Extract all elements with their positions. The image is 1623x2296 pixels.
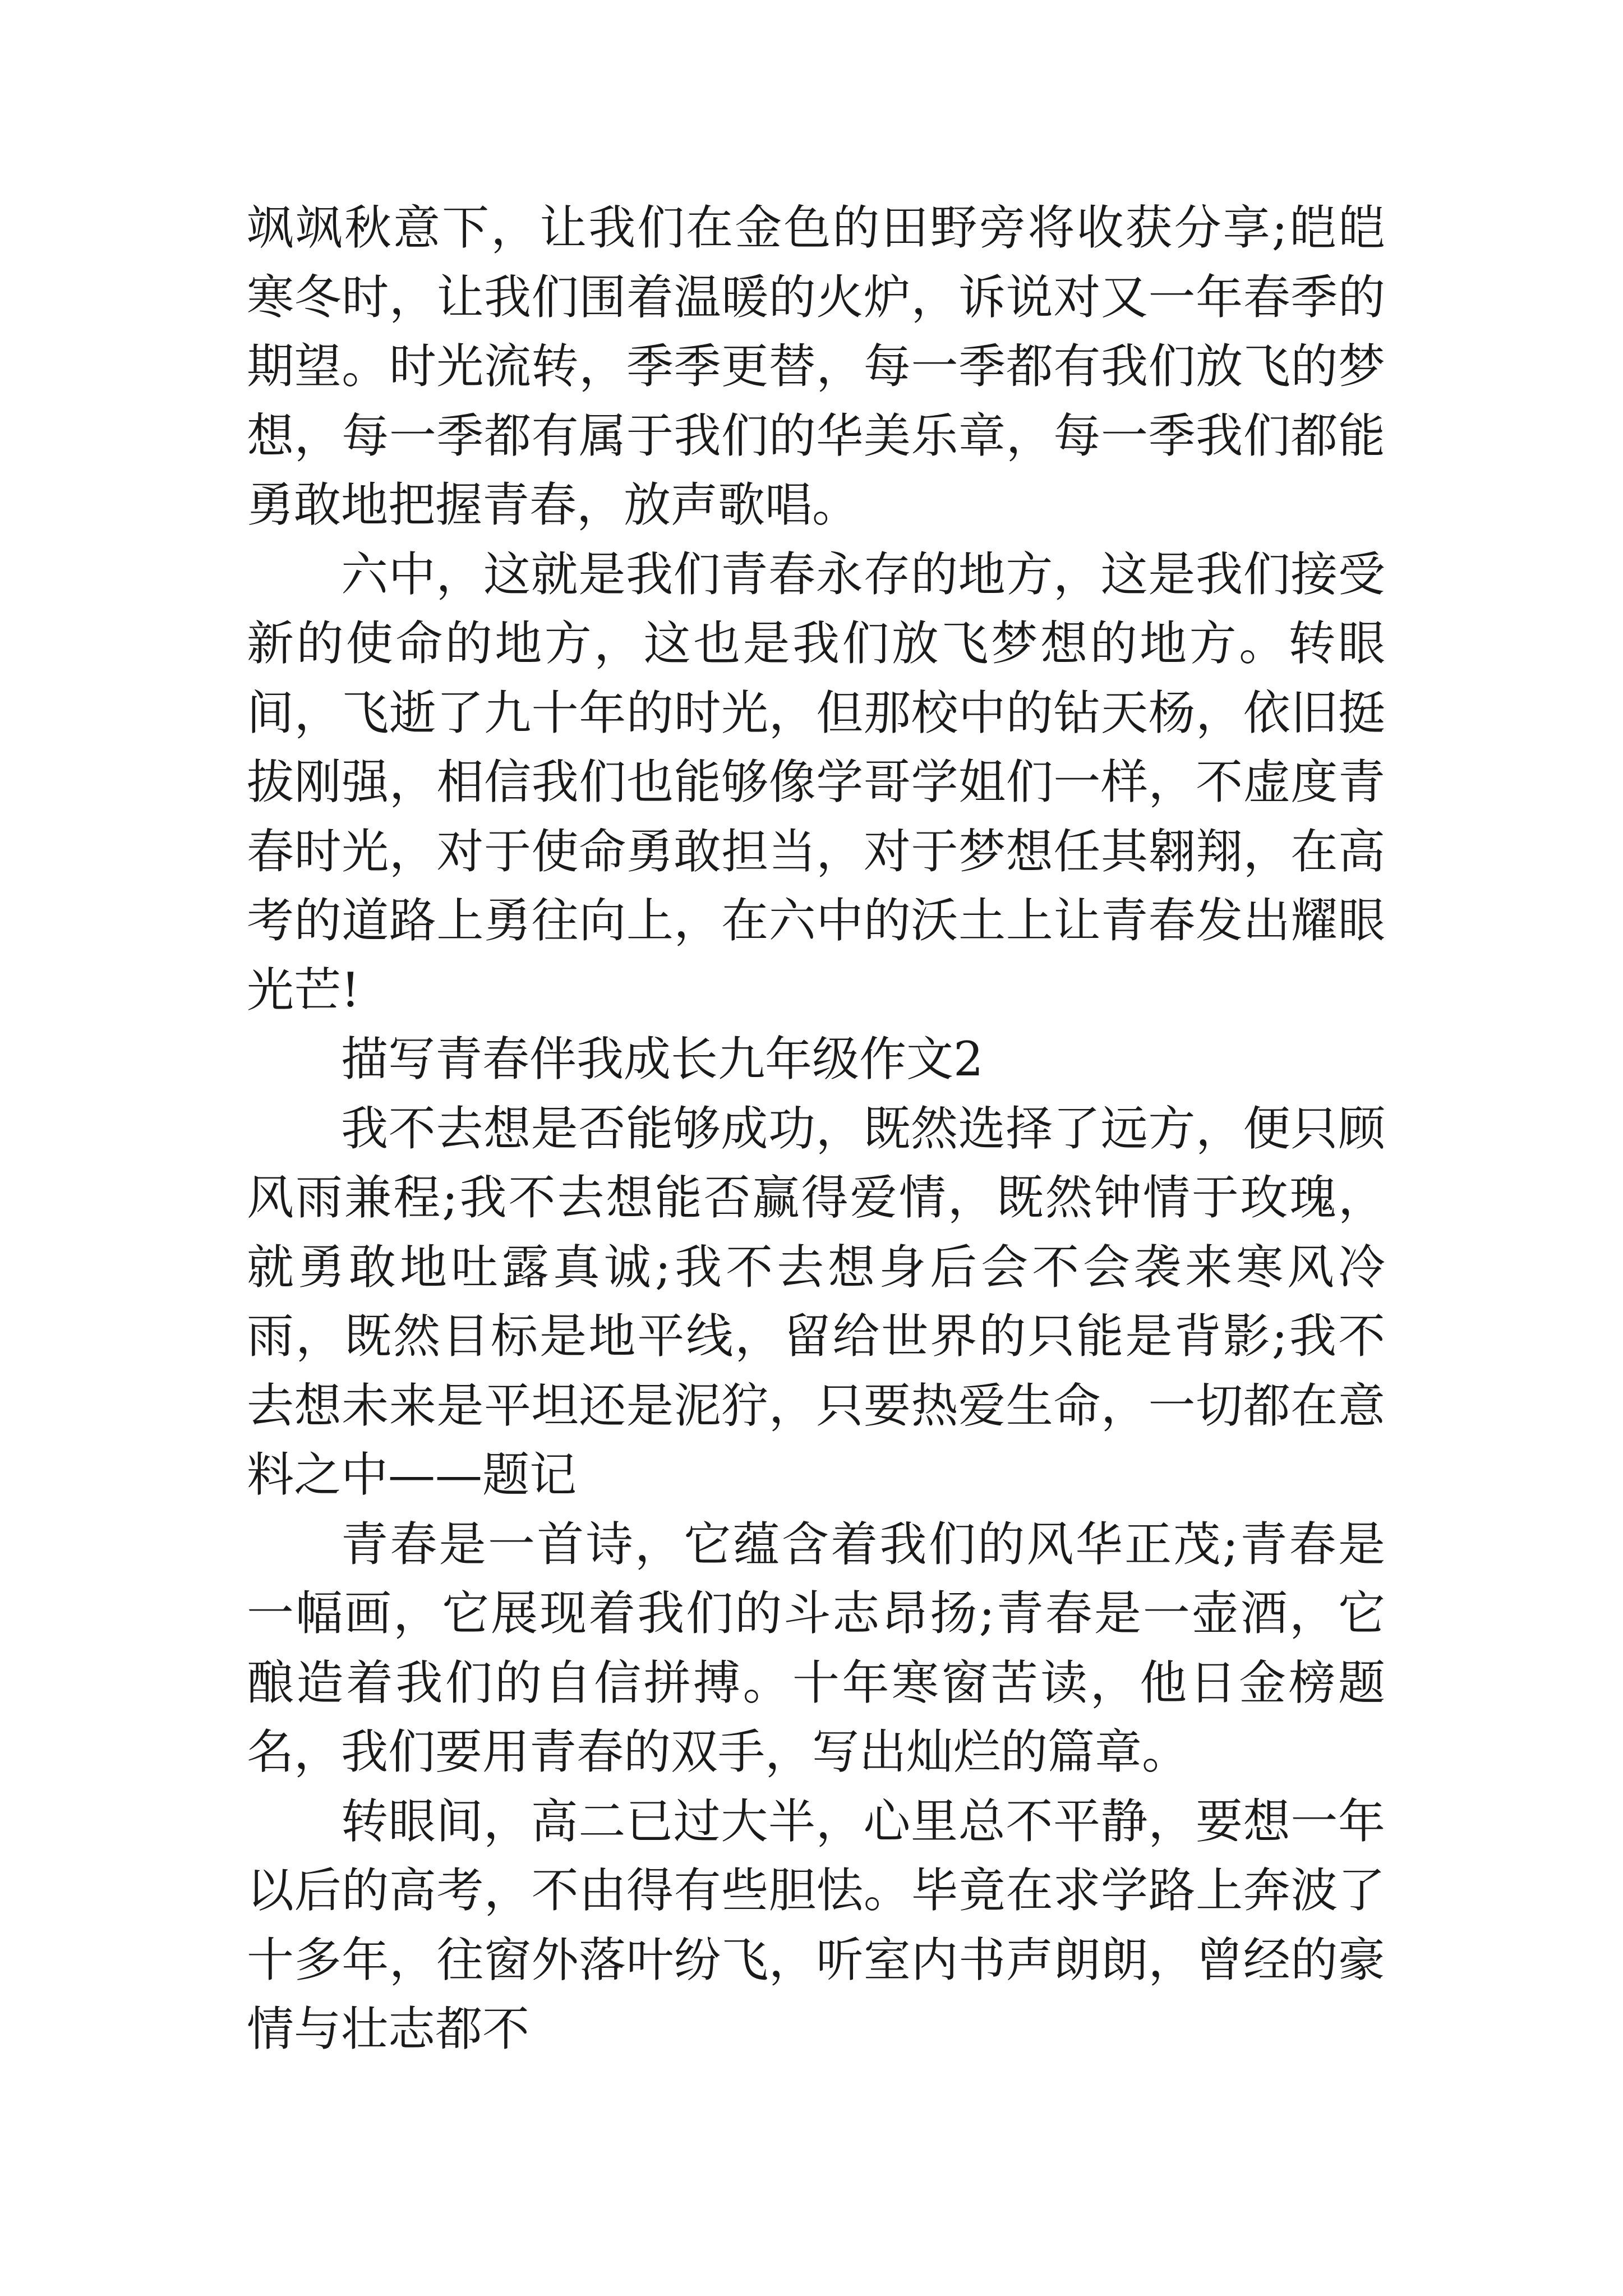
document-body (247, 194, 1385, 2064)
paragraph-continuation: 飒飒秋意下，让我们在金色的田野旁将收获分享;皑皑寒冬时，让我们围着温暖的火炉，诉说对又一年春季的期望。时光流转，季季更替，每一季都有我们放飞的梦想，每一季都有属于我们的华美乐章，每一季我们都能勇敢地把握青春，放声歌唱。 (247, 200, 1385, 532)
paragraph: 青春是一首诗，它蕴含着我们的风华正茂;青春是一幅画，它展现着我们的斗志昂扬;青春是一壶酒，它酿造着我们的自信拼搏。十年寒窗苦读，他日金榜题名，我们要用青春的双手，写出灿烂的篇章。 (247, 1516, 1385, 1779)
paragraph: 六中，这就是我们青春永存的地方，这是我们接受新的使命的地方，这也是我们放飞梦想的地方。转眼间，飞逝了九十年的时光，但那校中的钻天杨，依旧挺拔刚强，相信我们也能够像学哥学姐们一样，不虚度青春时光，对于使命勇敢担当，对于梦想任其翱翔，在高考的道路上勇往向上，在六中的沃土上让青春发出耀眼光芒! (247, 546, 1385, 1018)
paragraph: 我不去想是否能够成功，既然选择了远方，便只顾风雨兼程;我不去想能否赢得爱情，既然钟情于玫瑰，就勇敢地吐露真诚;我不去想身后会不会袭来寒风冷雨，既然目标是地平线，留给世界的只能是背影;我不去想未来是平坦还是泥狞，只要热爱生命，一切都在意料之中——题记 (247, 1101, 1385, 1502)
section-heading: 描写青春伴我成长九年级作文2 (341, 1032, 984, 1087)
paragraph: 转眼间，高二已过大半，心里总不平静，要想一年以后的高考，不由得有些胆怯。毕竟在求学路上奔波了十多年，往窗外落叶纷飞，听室内书声朗朗，曾经的豪情与壮志都不 (247, 1793, 1385, 2056)
